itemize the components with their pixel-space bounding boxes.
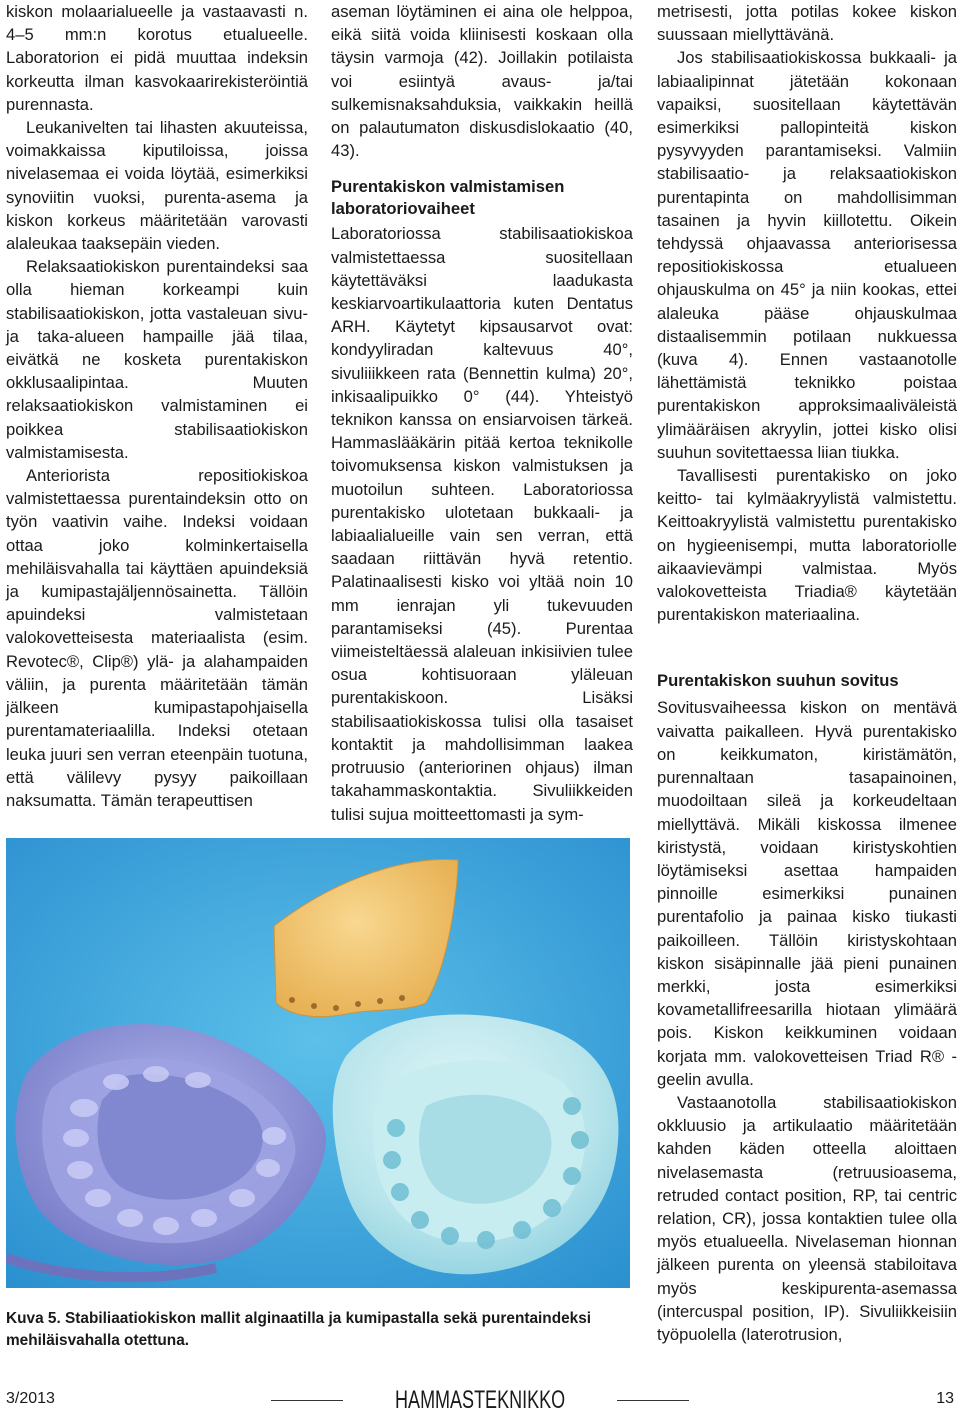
issue-number: 3/2013 [6,1390,55,1407]
figure-caption: Kuva 5. Stabiliaatiokiskon mallit alginaatilla ja kumipastalla sekä purentaindeksi mehiläisvahalla otettuna. [6,1310,592,1349]
magazine-name: HAMMASTEKNIKKO [394,1386,566,1414]
paragraph: kiskon molaarialueelle ja vastaavasti n. 4–5 mm:n korotus etualueelle. Laboratorion ei pidä muuttaa indeksin korkeutta ilman kasvokaarirekisteröintiä purennasta. [6,2,308,114]
paragraph: Sovitusvaiheessa kiskon on mentävä vaivatta paikalleen. Hyvä purentakisko on keikkumaton, kiristämätön, purennaltaan tasapainoinen, muodoiltaan sileä ja korkeudeltaan miellyttävä. Mikäli kiskossa ilmenee kiristystä, voidaan kiristyskohtien löytämiseksi asettaa hampaiden pinnoille esimerkiksi punainen purentafolio ja painaa kisko tiukasti paikoilleen. Tällöin kiristyskohtaan kiskon sisäpinnalle jää pieni punainen merkki, josta esimerkiksi kovametallifreesarilla hiotaan ylimäärä pois. Kiskon keikkuminen voidaan korjata mm. valokovetteisen Triad R® -geelin avulla. [657,698,957,1089]
paragraph: Tavallisesti purentakisko on joko keitto- tai kylmäakryylistä valmistettu. Keittoakryylistä valmistettu purentakisko on hygieenisempi, mutta laboratoriolle aikaavievämpi valmistaa. Myös valokovetteista Triadia® käytetään purentakiskon materiaalina. [657,466,957,625]
text-column-3 [657,0,957,1346]
figure-photo [6,838,630,1288]
paragraph: Leukanivelten tai lihasten akuuteissa, voimakkaissa kiputiloissa, joissa nivelasemaa ei voida löytää, esimerkiksi synoviitin vuoksi, purenta-asema ja kiskon korkeus määritetään varovasti alaleukaa taaksepäin vieden. [6,118,308,254]
section-heading: Purentakiskon valmistamisen laboratoriovaiheet [331,177,565,219]
section-heading: Purentakiskon suuhun sovitus [657,671,899,691]
paragraph: aseman löytäminen ei aina ole helppoa, eikä siitä voida kliinisesti koskaan olla täysin varmoja (42). Joillakin potilaista voi esiintyä avaus- ja/tai sulkemisnaksahduksia, vaikkakin heillä on palautumaton diskusdislokaatio (40, 43). [331,2,633,161]
dental-models-image [6,838,630,1288]
paragraph: Laboratoriossa stabilisaatiokiskoa valmistettaessa suositellaan käytettäväksi laadukasta keskiarvoartikulaattoria kuten Dentatus ARH. Käytetyt kipsausarvot ovat: kondyyliradan kaltevuus 40°, sivuliiikkeen rata (Bennettin kulma) 20°, inkisaalipuikko 0° (44). Yhteistyö teknikon kanssa on ensiarvoisen tärkeä. Hammaslääkärin pitää kertoa teknikolle toivomuksensa kiskon valmistuksen ja muotoilun suhteen. Laboratoriossa purentakisko ulotetaan bukkaali- ja labiaalialueille vain sen verran, että saadaan riittävän hyvä retentio. Palatinaalisesti kisko voi yltää noin 10 mm ienrajan yli tukevuuden parantamiseksi (45). Purentaa viimeisteltäessä alaleuan inkisiivien tulee osua kohtisuoraan yläleuan purentakiskoon. Lisäksi stabilisaatiokiskossa tulisi olla tasaiset kontaktit ja mahdollisimman laakea protruusio (anteriorinen ohjaus) ilman takahammaskontaktia. Sivuliikkeiden tulisi sujua moitteettomasti ja sym- [331,224,633,824]
paragraph: Vastaanotolla stabilisaatiokiskon okkluusio ja artikulaatio määritetään kahden käden otteella aloittaen nivelasemasta (retruusioasema, retruded contact position, RP, tai centric relation, CR), jossa kontaktien tulee olla myös etualueella. Nivelaseman hionnan jälkeen purenta on yleensä stabiloitava myös keskipurenta-asemassa (intercuspal position, IP). Sivuliikkeisiin työpuolella (laterotrusion, [657,1092,957,1344]
page-footer [6,1386,954,1414]
paragraph: Anteriorista repositiokiskoa valmistettaessa purentaindeksin otto on työn vaativin vaihe. Indeksi voidaan ottaa joko kolminkertaisella mehiläisvahalla tai käyttäen apuindeksiä ja kumipastajäljennösainetta. Tällöin apuindeksi valmistetaan valokovetteisesta materiaalista (esim. Revotec®, Clip®) ylä- ja alahampaiden väliin, ja purenta määritetään tämän jälkeen kumipastapohjaisella purentamateriaalilla. Indeksi otetaan leuka juuri sen verran eteenpäin tuotuna, että välilevy pysyy paikoillaan naksumatta. Tämän terapeuttisen [6,466,308,810]
paragraph: metrisesti, jotta potilas kokee kiskon suussaan miellyttävänä. [657,2,957,45]
masthead [6,1386,954,1415]
rule-left [271,1400,343,1401]
page-number: 13 [936,1390,954,1407]
paragraph: Relaksaatiokiskon purentaindeksi saa olla hieman korkeampi kuin stabilisaatiokiskon, jotta vastaleuan sivu- ja taka-alueen hampaille jää tilaa, eivätkä ne kosketa purentakiskon okklusaalipintaa. Muuten relaksaatiokiskon valmistaminen ei poikkea stabilisaatiokiskon valmistamisesta. [6,257,308,462]
text-column-2 [331,0,633,826]
rule-right [617,1400,689,1401]
paragraph: Jos stabilisaatiokiskossa bukkaali- ja labiaalipinnat jätetään kokonaan vapaiksi, suositellaan käytettävän esimerkiksi pallopinteitä kiskon pysyvyyden parantamiseksi. Valmiin stabilisaatio- ja relaksaatiokiskon purentapinta on mahdollisimman tasainen ja hyvin kiillotettu. Oikein tehdyssä ohjaavassa anteriorisessa repositiokiskossa etualueen ohjauskulma on 45° ja niin kookas, ettei alaleuka pääse ohjauskulmaa distaalisemmin potilaan nukkuessa (kuva 4). Ennen vastaanotolle lähettämistä teknikko poistaa purentakiskon approksimaaliväleistä ylimääräisen akryylin, jottei kisko olisi suuhun sovitettaessa liian tiukka. [657,48,957,462]
text-column-1 [6,0,308,812]
